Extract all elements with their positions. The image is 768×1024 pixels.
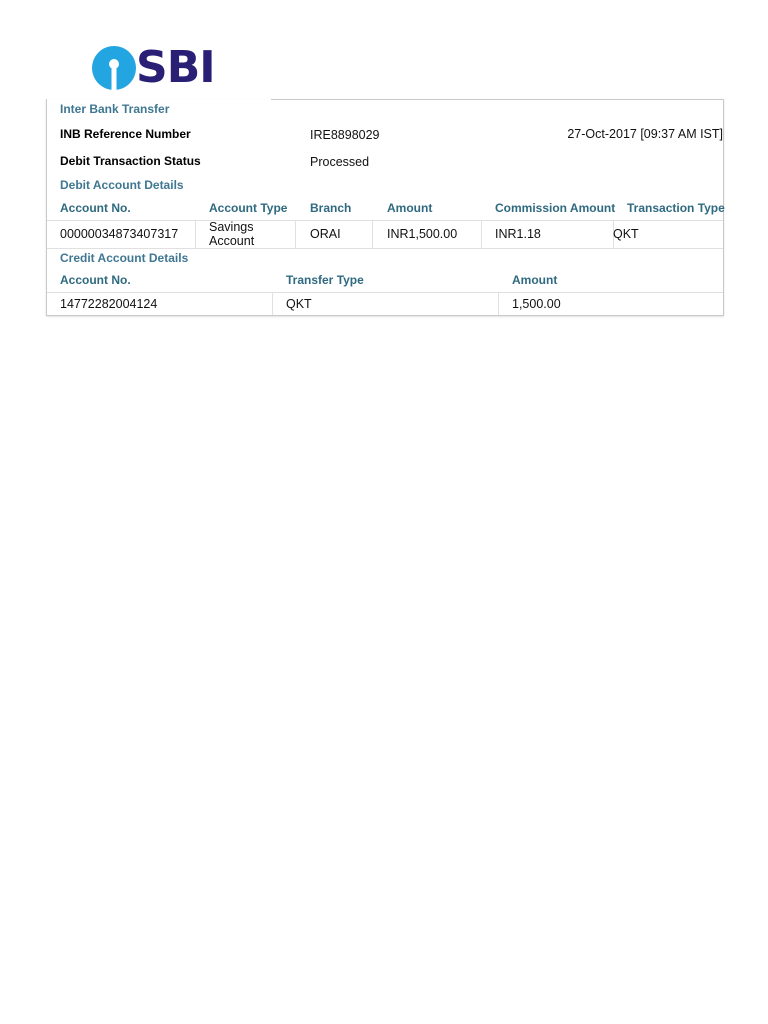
ref-number-value: IRE8898029 bbox=[310, 128, 380, 142]
section-inter-bank-transfer: Inter Bank Transfer bbox=[60, 102, 170, 116]
credit-account-no: 14772282004124 bbox=[60, 297, 158, 311]
debit-col-amount: Amount bbox=[387, 201, 433, 215]
debit-status-label: Debit Transaction Status bbox=[60, 154, 201, 168]
debit-col-account-no: Account No. bbox=[60, 201, 131, 215]
debit-branch: ORAI bbox=[310, 227, 341, 241]
credit-transfer-type: QKT bbox=[286, 297, 312, 311]
debit-row-bottom-line bbox=[47, 248, 723, 249]
debit-amount: INR1,500.00 bbox=[387, 227, 458, 241]
credit-col-transfer-type: Transfer Type bbox=[286, 273, 364, 287]
debit-col-branch: Branch bbox=[310, 201, 352, 215]
debit-status-value: Processed bbox=[310, 155, 370, 169]
ref-number-label: INB Reference Number bbox=[60, 127, 191, 141]
logo-text: SBI bbox=[136, 42, 215, 93]
sbi-logo-icon bbox=[92, 46, 136, 90]
credit-col-account-no: Account No. bbox=[60, 273, 131, 287]
credit-row-top-line bbox=[47, 292, 723, 293]
debit-account-type-line1: Savings bbox=[209, 220, 254, 234]
debit-transaction-type-text: QKT bbox=[613, 227, 639, 241]
debit-commission: INR1.18 bbox=[495, 227, 541, 241]
debit-row-top-line bbox=[47, 220, 723, 221]
debit-account-no: 00000034873407317 bbox=[60, 227, 179, 241]
credit-divider-2 bbox=[498, 292, 499, 315]
transaction-datetime: 27-Oct-2017 [09:37 AM IST] bbox=[567, 127, 723, 141]
credit-col-amount: Amount bbox=[512, 273, 558, 287]
debit-account-type-line2: Account bbox=[209, 234, 255, 248]
credit-divider-1 bbox=[272, 292, 273, 315]
credit-account-title: Credit Account Details bbox=[60, 251, 189, 265]
debit-divider-4 bbox=[481, 220, 482, 248]
debit-divider-1 bbox=[195, 220, 196, 248]
debit-col-transaction-type: Transaction Type bbox=[627, 201, 725, 215]
card-top-border bbox=[271, 99, 724, 100]
debit-divider-3 bbox=[372, 220, 373, 248]
debit-account-title: Debit Account Details bbox=[60, 178, 184, 192]
sbi-logo bbox=[92, 42, 215, 93]
debit-transaction-type bbox=[613, 227, 639, 241]
debit-divider-2 bbox=[295, 220, 296, 248]
debit-col-account-type: Account Type bbox=[209, 201, 288, 215]
debit-col-commission: Commission Amount bbox=[495, 201, 616, 215]
transaction-details-card bbox=[46, 99, 724, 316]
credit-amount: 1,500.00 bbox=[512, 297, 561, 311]
